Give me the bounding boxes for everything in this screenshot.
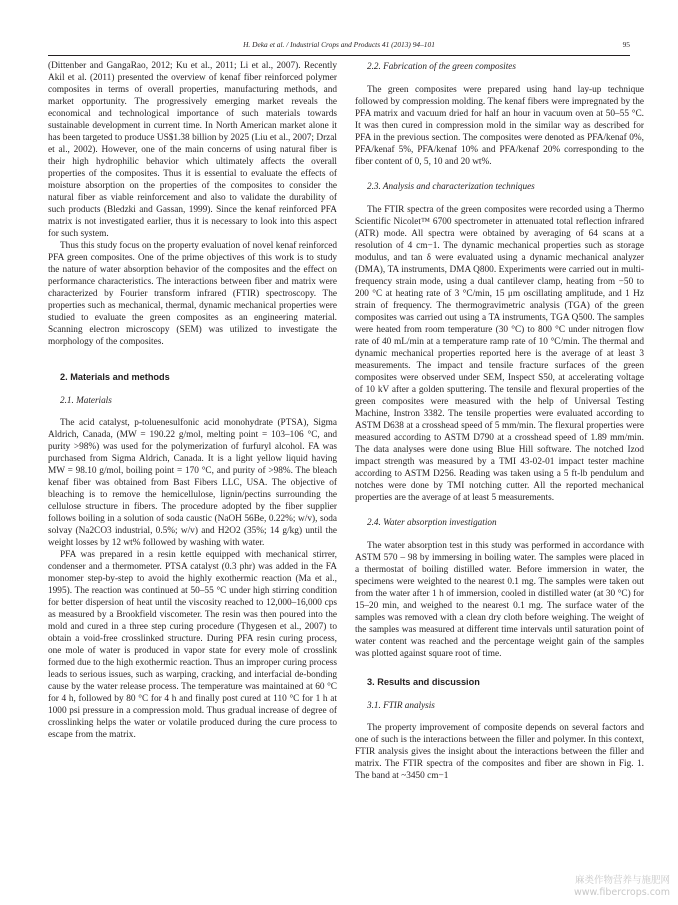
intro-paragraph-1: (Dittenber and GangaRao, 2012; Ku et al., 2011; Li et al., 2007). Recently Akil et al. (2011) presented the overview of kenaf fiber reinforced polymer composites in terms of overall properties, manufacturing methods, and market opportunity. The progressively emerging market reveals the economical and technological importance of such materials towards sustainable development in current time. In North American market alone it has been targeted to produce US$1.38 billion by 2025 (Liu et al., 2007; Drzal et al., 2002). However, one of the main concerns of using natural fiber is their high hydrophilic behavior which ultimately affects the overall properties of the composites. Thus it is essential to evaluate the effects of moisture absorption on the properties of the composites to consider the natural fiber as viable reinforcement and also to validate the durability of such products (Bledzki and Gassan, 1999). Since the kenaf reinforced PFA matrix is not investigated earlier, thus it is necessary to look into this aspect for such system. bbox=[48, 61, 337, 239]
intro-paragraph-2: Thus this study focus on the property evaluation of novel kenaf reinforced PFA green composites. One of the prime objectives of this work is to study the nature of water absorption behavior of the composites and the effect on performance characteristics. The interactions between fiber and matrix were characterized by Fourier transform infrared (FTIR) spectroscopy. The properties such as mechanical, thermal, dynamic mechanical properties were studied to evaluate the green composites as an engineering material. Scanning electron microscopy (SEM) was utilized to investigate the morphology of the composites. bbox=[48, 241, 337, 347]
header-rule bbox=[48, 55, 630, 56]
analysis-paragraph: The FTIR spectra of the green composites were recorded using a Thermo Scientific Nicolet™ 6700 spectrometer in attenuated total reflection infrared (ATR) mode. All spectra were obtained by averaging of 64 scans at a resolution of 4 cm−1. The dynamic mechanical properties such as storage modulus, and tan δ were evaluated using a dynamic mechanical analyzer (DMA), TA instruments, DMA Q800. Experiments were carried out in multi-frequency strain mode, using a dual cantilever clamp, heating from −50 to 200 °C at heating rate of 3 °C/min, 15 μm oscillating amplitude, and 1 Hz strain of frequency. The thermogravimetric analysis (TGA) of the green composites was carried out using a TA instruments, TGA Q500. The samples were heated from room temperature (30 °C) to 800 °C under nitrogen flow rate of 40 mL/min at a temperature ramp rate of 10 °C/min. The thermal and dynamic mechanical properties reported here is the average of at least 3 measurements. The impact and tensile fracture surfaces of the green composites were observed under SEM, Inspect S50, at accelerating voltage of 10 kV after a golden sputtering. The tensile and flexural properties of the green composites were measured with the help of Universal Testing Machine, Instron 3382. The tensile properties were evaluated according to ASTM D638 at a crosshead speed of 5 mm/min. The flexural properties were measured according to ASTM D790 at a crosshead speed of 1.89 mm/min. The data analyses were done using Blue Hill software. The notched Izod impact strength was measured by a TMI 43-02-01 impact tester machine according to ASTM D256. Reading was taken using a 5 ft-lb pendulum and notches were done by TMI notching cutter. All the reported mechanical properties are the average of at least 5 measurements. bbox=[355, 205, 644, 503]
page-number: 95 bbox=[622, 40, 630, 49]
subsection-heading-2-3: 2.3. Analysis and characterization techniques bbox=[367, 181, 535, 191]
ftir-paragraph: The property improvement of composite depends on several factors and one of such is the interactions between the filler and polymer. In this context, FTIR analysis gives the insight about the interactions between the filler and matrix. The FTIR spectra of the composites and fiber are shown in Fig. 1. The band at ~3450 cm−1 bbox=[355, 723, 644, 781]
right-column bbox=[355, 60, 644, 782]
materials-paragraph-1: The acid catalyst, p-toluenesulfonic acid monohydrate (PTSA), Sigma Aldrich, Canada, (MW = 190.22 g/mol, melting point = 103–106 °C, and purity >98%) was used for the polymerization of furfuryl alcohol. FA was purchased from Sigma Aldrich, Canada. It is a light yellow liquid having MW = 98.10 g/mol, boiling point = 170 °C, and purity of >98%. The bleach kenaf fiber was obtained from Bast Fibers LLC, USA. The objective of bleaching is to remove the hemicellulose, lignin/pectins surrounding the cellulose structure in fibers. The procedure adopted by the fiber supplier follows boiling in a solution of soda caustic (NaOH 56Be, 0.22%; w/v), soda solvay (Na2CO3 industrial, 0.5%; w/v) and H2O2 (35%; 14 g/kg) until the weight losses by 12 wt% followed by washing with water. bbox=[48, 418, 337, 548]
water-absorption-paragraph: The water absorption test in this study was performed in accordance with ASTM 570 – 98 by immersing in boiling water. The samples were placed in a thermostat of boiling distilled water. Before immersion in water, the specimens were weighted to the nearest 0.1 mg. The samples were taken out from the water after 1 h of immersion, cooled in distilled water (at 30 °C) for 15–20 min, and weighed to the nearest 0.1 mg. The surface water of the samples was removed with a clean dry cloth before weighing. The weight of the samples was measured at different time intervals until saturation point of water content was reached and the percentage weight gain of the samples was plotted against square root of time. bbox=[355, 541, 644, 659]
subsection-heading-2-4: 2.4. Water absorption investigation bbox=[367, 517, 497, 527]
subsection-heading-2-2: 2.2. Fabrication of the green composites bbox=[367, 61, 516, 71]
subsection-heading-3-1: 3.1. FTIR analysis bbox=[367, 700, 435, 710]
subsection-heading-2-1: 2.1. Materials bbox=[60, 395, 112, 405]
running-header bbox=[48, 40, 630, 54]
materials-paragraph-2: PFA was prepared in a resin kettle equipped with mechanical stirrer, condenser and a thermometer. PTSA catalyst (0.3 phr) was added in the FA monomer step-by-step to avoid the highly exothermic reaction (Ma et al., 1995). The reaction was continued at 50–55 °C under high stirring condition for better dispersion of heat until the viscosity reached to 12,000–16,000 cps as measured by a Brookfield viscometer. The resin was then poured into the mold and cured in a three step curing procedure (Thygesen et al., 2007) to obtain a void-free crosslinked structure. During PFA resin curing process, one mole of water is produced in vapor state for every mole of crosslink formed due to the high exothermic reaction. Thus an improper curing process leads to serious issues, such as warping, cracking, and interfacial de-bonding cause by the water release process. The temperature was maintained at 60 °C for 4 h, followed by 80 °C for 4 h and finally post cured at 110 °C for 1 h at 1000 psi pressure in a compression mold. Thus gradual increase of degree of crosslinking helps the water or volatile produced during the cure process to escape from the matrix. bbox=[48, 550, 337, 740]
watermark bbox=[574, 875, 670, 899]
fabrication-paragraph: The green composites were prepared using hand lay-up technique followed by compression molding. The kenaf fibers were impregnated by the PFA matrix and vacuum dried for half an hour in vacuum oven at 50–55 °C. It was then cured in compression mold in the similar way as described for PFA in the previous section. The composites were denoted as PFA/kenaf 0%, PFA/kenaf 5%, PFA/kenaf 10% and PFA/kenaf 20% corresponding to the fiber content of 0, 5, 10 and 20 wt%. bbox=[355, 85, 644, 167]
watermark-line-1: 麻类作物营养与施肥网 bbox=[574, 875, 670, 886]
section-heading-2: 2. Materials and methods bbox=[60, 372, 170, 382]
watermark-line-2: www.fibercrops.com bbox=[573, 887, 670, 898]
section-heading-3: 3. Results and discussion bbox=[367, 677, 480, 687]
running-title: H. Deka et al. / Industrial Crops and Products 41 (2013) 94–101 bbox=[243, 40, 435, 49]
left-column bbox=[48, 60, 337, 741]
